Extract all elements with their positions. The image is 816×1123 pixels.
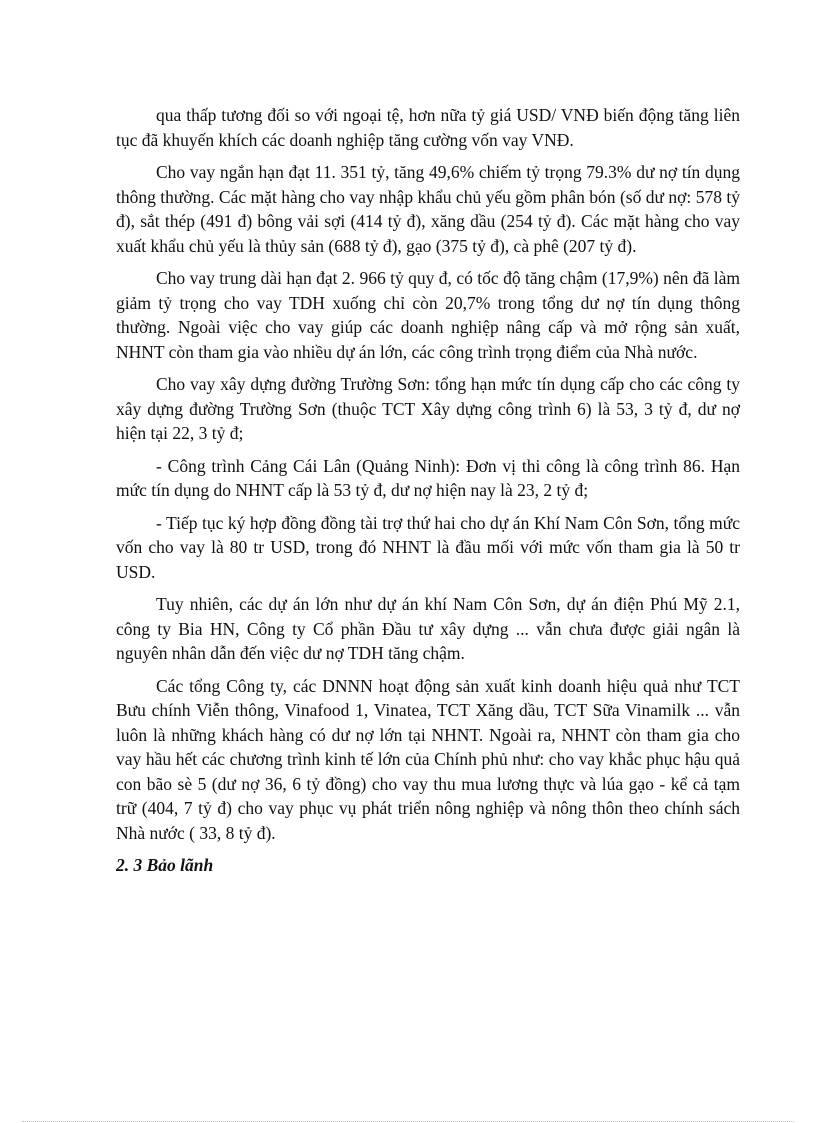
page-bottom-divider xyxy=(22,1121,794,1122)
paragraph-undisbursed-projects: Tuy nhiên, các dự án lớn như dự án khí Nam Côn Sơn, dự án điện Phú Mỹ 2.1, công ty Bia HN, Công ty Cổ phần Đầu tư xây dựng ... vẫn chưa được giải ngân là nguyên nhân dẫn đến việc dư nợ TDH tăng chậm. xyxy=(116,594,740,663)
paragraph-truong-son-road: Cho vay xây dựng đường Trường Sơn: tổng hạn mức tín dụng cấp cho các công ty xây dựng đường Trường Sơn (thuộc TCT Xây dựng công trình 6) là 53, 3 tỷ đ, dư nợ hiện tại 22, 3 tỷ đ; xyxy=(116,374,740,443)
paragraph-medium-long-term-loans: Cho vay trung dài hạn đạt 2. 966 tỷ quy đ, có tốc độ tăng chậm (17,9%) nên đã làm giảm tỷ trọng cho vay TDH xuống chỉ còn 20,7% trong tổng dư nợ tín dụng thông thường. Ngoài việc cho vay giúp các doanh nghiệp nâng cấp và mở rộng sản xuất, NHNT còn tham gia vào nhiều dự án lớn, các công trình trọng điểm của Nhà nước. xyxy=(116,268,740,362)
paragraph-exchange-rate: qua thấp tương đối so với ngoại tệ, hơn nữa tỷ giá USD/ VNĐ biến động tăng liên tục đã khuyến khích các doanh nghiệp tăng cường vốn vay VNĐ. xyxy=(116,105,740,150)
document-body xyxy=(116,103,740,878)
paragraph-cai-lan-port: - Công trình Cảng Cái Lân (Quảng Ninh): Đơn vị thi công là công trình 86. Hạn mức tín dụng do NHNT cấp là 53 tỷ đ, dư nợ hiện nay là 23, 2 tỷ đ; xyxy=(116,455,740,500)
paragraph-short-term-loans: Cho vay ngắn hạn đạt 11. 351 tỷ, tăng 49,6% chiếm tỷ trọng 79.3% dư nợ tín dụng thông thường. Các mặt hàng cho vay nhập khẩu chủ yếu gồm phân bón (số dư nợ: 578 tỷ đ), sắt thép (491 đ) bông vải sợi (414 tỷ đ), xăng dầu (254 tỷ đ). Các mặt hàng cho vay xuất khẩu chủ yếu là thủy sản (688 tỷ đ), gạo (375 tỷ đ), cà phê (207 tỷ đ). xyxy=(116,162,740,256)
paragraph-state-corporations: Các tổng Công ty, các DNNN hoạt động sản xuất kinh doanh hiệu quả như TCT Bưu chính Viễn thông, Vinafood 1, Vinatea, TCT Xăng dầu, TCT Sữa Vinamilk ... vẫn luôn là những khách hàng có dư nợ lớn tại NHNT. Ngoài ra, NHNT còn tham gia cho vay hầu hết các chương trình kinh tế lớn của Chính phủ như: cho vay khắc phục hậu quả con bão sè 5 (dư nợ 36, 6 tỷ đồng) cho vay thu mua lương thực và lúa gạo - kể cả tạm trữ (404, 7 tỷ đ) cho vay phục vụ phát triển nông nghiệp và nông thôn theo chính sách Nhà nước ( 33, 8 tỷ đ). xyxy=(116,675,740,843)
paragraph-nam-con-son-gas: - Tiếp tục ký hợp đồng đồng tài trợ thứ hai cho dự án Khí Nam Côn Sơn, tổng mức vốn cho vay là 80 tr USD, trong đó NHNT là đầu mối với mức vốn tham gia là 50 tr USD. xyxy=(116,512,740,582)
section-heading: 2. 3 Bảo lãnh xyxy=(116,855,214,875)
